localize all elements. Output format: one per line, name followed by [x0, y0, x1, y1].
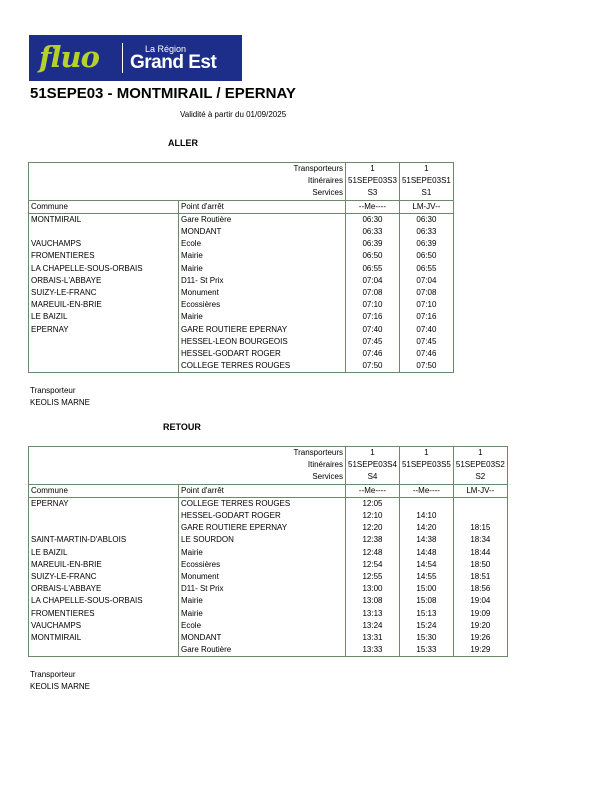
commune-cell: MAREUIL-EN-BRIE [29, 299, 179, 311]
time-cell: 07:08 [346, 287, 400, 299]
table-row [29, 360, 454, 373]
table-row [29, 275, 454, 287]
service-service: S4 [346, 471, 400, 484]
time-cell: 07:04 [399, 275, 453, 287]
time-cell: 15:24 [399, 620, 453, 632]
table-row [29, 608, 508, 620]
commune-cell: VAUCHAMPS [29, 620, 179, 632]
aller-timetable [28, 162, 454, 373]
time-cell: 18:15 [453, 522, 507, 534]
stop-cell: Monument [179, 571, 346, 583]
table-row [29, 510, 508, 522]
table-row [29, 226, 454, 238]
header-label: Transporteurs [29, 163, 346, 176]
time-cell: 07:50 [399, 360, 453, 373]
commune-cell: LE BAIZIL [29, 311, 179, 323]
commune-cell [29, 348, 179, 360]
service-transporteur: 1 [346, 447, 400, 460]
commune-cell: EPERNAY [29, 324, 179, 336]
column-header-row [29, 484, 508, 497]
service-itineraire: 51SEPE03S2 [453, 459, 507, 471]
service-transporteur: 1 [346, 163, 400, 176]
time-cell: 14:38 [399, 534, 453, 546]
commune-cell: FROMENTIERES [29, 608, 179, 620]
commune-cell: LA CHAPELLE-SOUS-ORBAIS [29, 263, 179, 275]
stop-cell: Gare Routière [179, 213, 346, 226]
table-row [29, 287, 454, 299]
table-row [29, 559, 508, 571]
time-cell: 07:10 [399, 299, 453, 311]
table-row [29, 299, 454, 311]
table-row [29, 595, 508, 607]
stop-cell: Mairie [179, 263, 346, 275]
time-cell: 07:45 [399, 336, 453, 348]
stop-cell: Mairie [179, 311, 346, 323]
time-cell: 06:39 [346, 238, 400, 250]
time-cell: 19:09 [453, 608, 507, 620]
service-service: S1 [399, 187, 453, 200]
commune-cell [29, 336, 179, 348]
commune-header: Commune [29, 200, 179, 213]
time-cell: 13:24 [346, 620, 400, 632]
time-cell: 13:33 [346, 644, 400, 657]
header-label: Services [29, 471, 346, 484]
logo-region-small: La Région [145, 44, 187, 54]
time-cell [399, 497, 453, 510]
commune-cell [29, 644, 179, 657]
transporteur-caption: Transporteur [30, 386, 76, 395]
service-itineraire: 51SEPE03S1 [399, 175, 453, 187]
time-cell: 06:39 [399, 238, 453, 250]
time-cell: 18:34 [453, 534, 507, 546]
time-cell: 13:13 [346, 608, 400, 620]
service-service: S2 [453, 471, 507, 484]
service-header-row [29, 471, 508, 484]
time-cell: 15:33 [399, 644, 453, 657]
commune-cell: ORBAIS-L'ABBAYE [29, 275, 179, 287]
column-header-row [29, 200, 454, 213]
table-row [29, 547, 508, 559]
time-cell: 18:50 [453, 559, 507, 571]
stop-cell: Ecole [179, 238, 346, 250]
time-cell: 07:40 [399, 324, 453, 336]
service-transporteur: 1 [399, 163, 453, 176]
table-row [29, 583, 508, 595]
table-row [29, 213, 454, 226]
time-cell: 14:54 [399, 559, 453, 571]
validity-date: Validité à partir du 01/09/2025 [180, 110, 287, 119]
stop-header: Point d'arrêt [179, 484, 346, 497]
time-cell: 07:40 [346, 324, 400, 336]
time-cell: 07:16 [399, 311, 453, 323]
retour-timetable [28, 446, 508, 657]
commune-cell: MONTMIRAIL [29, 632, 179, 644]
service-service [399, 471, 453, 484]
stop-cell: LE SOURDON [179, 534, 346, 546]
stop-cell: D11- St Prix [179, 275, 346, 287]
stop-cell: HESSEL-GODART ROGER [179, 348, 346, 360]
time-cell: 15:13 [399, 608, 453, 620]
time-cell: 06:33 [399, 226, 453, 238]
stop-cell: COLLEGE TERRES ROUGES [179, 360, 346, 373]
service-days: --Me---- [346, 484, 400, 497]
header-label: Services [29, 187, 346, 200]
commune-cell: ORBAIS-L'ABBAYE [29, 583, 179, 595]
time-cell: 07:50 [346, 360, 400, 373]
time-cell: 19:26 [453, 632, 507, 644]
commune-cell: MAREUIL-EN-BRIE [29, 559, 179, 571]
time-cell: 15:00 [399, 583, 453, 595]
time-cell: 06:50 [399, 250, 453, 262]
service-days: LM-JV-- [399, 200, 453, 213]
header-label: Itinéraires [29, 175, 346, 187]
stop-cell: Ecossières [179, 559, 346, 571]
stop-cell: HESSEL-LEON BOURGEOIS [179, 336, 346, 348]
time-cell: 07:45 [346, 336, 400, 348]
commune-cell: LA CHAPELLE-SOUS-ORBAIS [29, 595, 179, 607]
time-cell: 14:48 [399, 547, 453, 559]
table-row [29, 324, 454, 336]
stop-cell: MONDANT [179, 632, 346, 644]
header-label: Transporteurs [29, 447, 346, 460]
time-cell: 06:30 [346, 213, 400, 226]
logo-divider [122, 43, 123, 73]
service-days: LM-JV-- [453, 484, 507, 497]
time-cell: 07:04 [346, 275, 400, 287]
stop-header: Point d'arrêt [179, 200, 346, 213]
commune-cell: SUIZY-LE-FRANC [29, 287, 179, 299]
time-cell: 07:46 [399, 348, 453, 360]
time-cell: 07:10 [346, 299, 400, 311]
table-row [29, 522, 508, 534]
time-cell: 12:54 [346, 559, 400, 571]
stop-cell: HESSEL-GODART ROGER [179, 510, 346, 522]
stop-cell: Monument [179, 287, 346, 299]
table-row [29, 571, 508, 583]
time-cell: 14:10 [399, 510, 453, 522]
table-row [29, 348, 454, 360]
time-cell: 13:31 [346, 632, 400, 644]
time-cell: 15:08 [399, 595, 453, 607]
time-cell: 06:50 [346, 250, 400, 262]
time-cell: 19:20 [453, 620, 507, 632]
table-row [29, 497, 508, 510]
table-row [29, 620, 508, 632]
stop-cell: Mairie [179, 250, 346, 262]
stop-cell: Ecole [179, 620, 346, 632]
service-transporteur: 1 [453, 447, 507, 460]
transporteur-name: KEOLIS MARNE [30, 682, 91, 691]
time-cell: 12:48 [346, 547, 400, 559]
time-cell: 19:04 [453, 595, 507, 607]
commune-cell [29, 510, 179, 522]
time-cell: 07:16 [346, 311, 400, 323]
commune-cell: SUIZY-LE-FRANC [29, 571, 179, 583]
service-itineraire: 51SEPE03S3 [346, 175, 400, 187]
table-row [29, 632, 508, 644]
time-cell [453, 497, 507, 510]
aller-title: ALLER [168, 138, 198, 148]
commune-cell: VAUCHAMPS [29, 238, 179, 250]
time-cell: 12:55 [346, 571, 400, 583]
service-itineraire: 51SEPE03S4 [346, 459, 400, 471]
service-header-row [29, 187, 454, 200]
commune-cell: MONTMIRAIL [29, 213, 179, 226]
aller-transporteur [30, 385, 90, 409]
time-cell: 06:55 [399, 263, 453, 275]
time-cell: 15:30 [399, 632, 453, 644]
time-cell: 07:08 [399, 287, 453, 299]
service-days: --Me---- [346, 200, 400, 213]
commune-header: Commune [29, 484, 179, 497]
stop-cell: COLLEGE TERRES ROUGES [179, 497, 346, 510]
stop-cell: D11- St Prix [179, 583, 346, 595]
service-itineraire: 51SEPE03S5 [399, 459, 453, 471]
commune-cell [29, 360, 179, 373]
time-cell: 13:00 [346, 583, 400, 595]
time-cell: 12:38 [346, 534, 400, 546]
table-row [29, 250, 454, 262]
time-cell: 13:08 [346, 595, 400, 607]
time-cell: 14:20 [399, 522, 453, 534]
stop-cell: MONDANT [179, 226, 346, 238]
time-cell: 07:46 [346, 348, 400, 360]
header-label: Itinéraires [29, 459, 346, 471]
service-transporteur: 1 [399, 447, 453, 460]
stop-cell: Gare Routière [179, 644, 346, 657]
commune-cell [29, 226, 179, 238]
transporteur-caption: Transporteur [30, 670, 76, 679]
service-header-row [29, 175, 454, 187]
time-cell: 12:05 [346, 497, 400, 510]
table-row [29, 534, 508, 546]
service-days: --Me---- [399, 484, 453, 497]
time-cell: 19:29 [453, 644, 507, 657]
commune-cell: LE BAIZIL [29, 547, 179, 559]
time-cell: 14:55 [399, 571, 453, 583]
retour-transporteur [30, 669, 90, 693]
logo-brand: fluo [39, 40, 99, 74]
stop-cell: Mairie [179, 595, 346, 607]
stop-cell: Mairie [179, 608, 346, 620]
table-row [29, 336, 454, 348]
time-cell [453, 510, 507, 522]
logo-region-big: Grand Est [130, 52, 217, 73]
stop-cell: GARE ROUTIERE EPERNAY [179, 324, 346, 336]
time-cell: 18:44 [453, 547, 507, 559]
commune-cell: FROMENTIERES [29, 250, 179, 262]
commune-cell [29, 522, 179, 534]
commune-cell: EPERNAY [29, 497, 179, 510]
stop-cell: Ecossières [179, 299, 346, 311]
time-cell: 06:33 [346, 226, 400, 238]
table-row [29, 263, 454, 275]
page-title: 51SEPE03 - MONTMIRAIL / EPERNAY [30, 85, 296, 102]
time-cell: 18:51 [453, 571, 507, 583]
time-cell: 18:56 [453, 583, 507, 595]
fluo-grand-est-logo [29, 35, 242, 81]
time-cell: 12:10 [346, 510, 400, 522]
transporteur-name: KEOLIS MARNE [30, 398, 91, 407]
service-header-row [29, 459, 508, 471]
stop-cell: Mairie [179, 547, 346, 559]
stop-cell: GARE ROUTIERE EPERNAY [179, 522, 346, 534]
table-row [29, 311, 454, 323]
service-header-row [29, 163, 454, 176]
retour-title: RETOUR [163, 422, 201, 432]
time-cell: 06:55 [346, 263, 400, 275]
service-header-row [29, 447, 508, 460]
time-cell: 06:30 [399, 213, 453, 226]
commune-cell: SAINT-MARTIN-D'ABLOIS [29, 534, 179, 546]
time-cell: 12:20 [346, 522, 400, 534]
table-row [29, 238, 454, 250]
service-service: S3 [346, 187, 400, 200]
table-row [29, 644, 508, 657]
